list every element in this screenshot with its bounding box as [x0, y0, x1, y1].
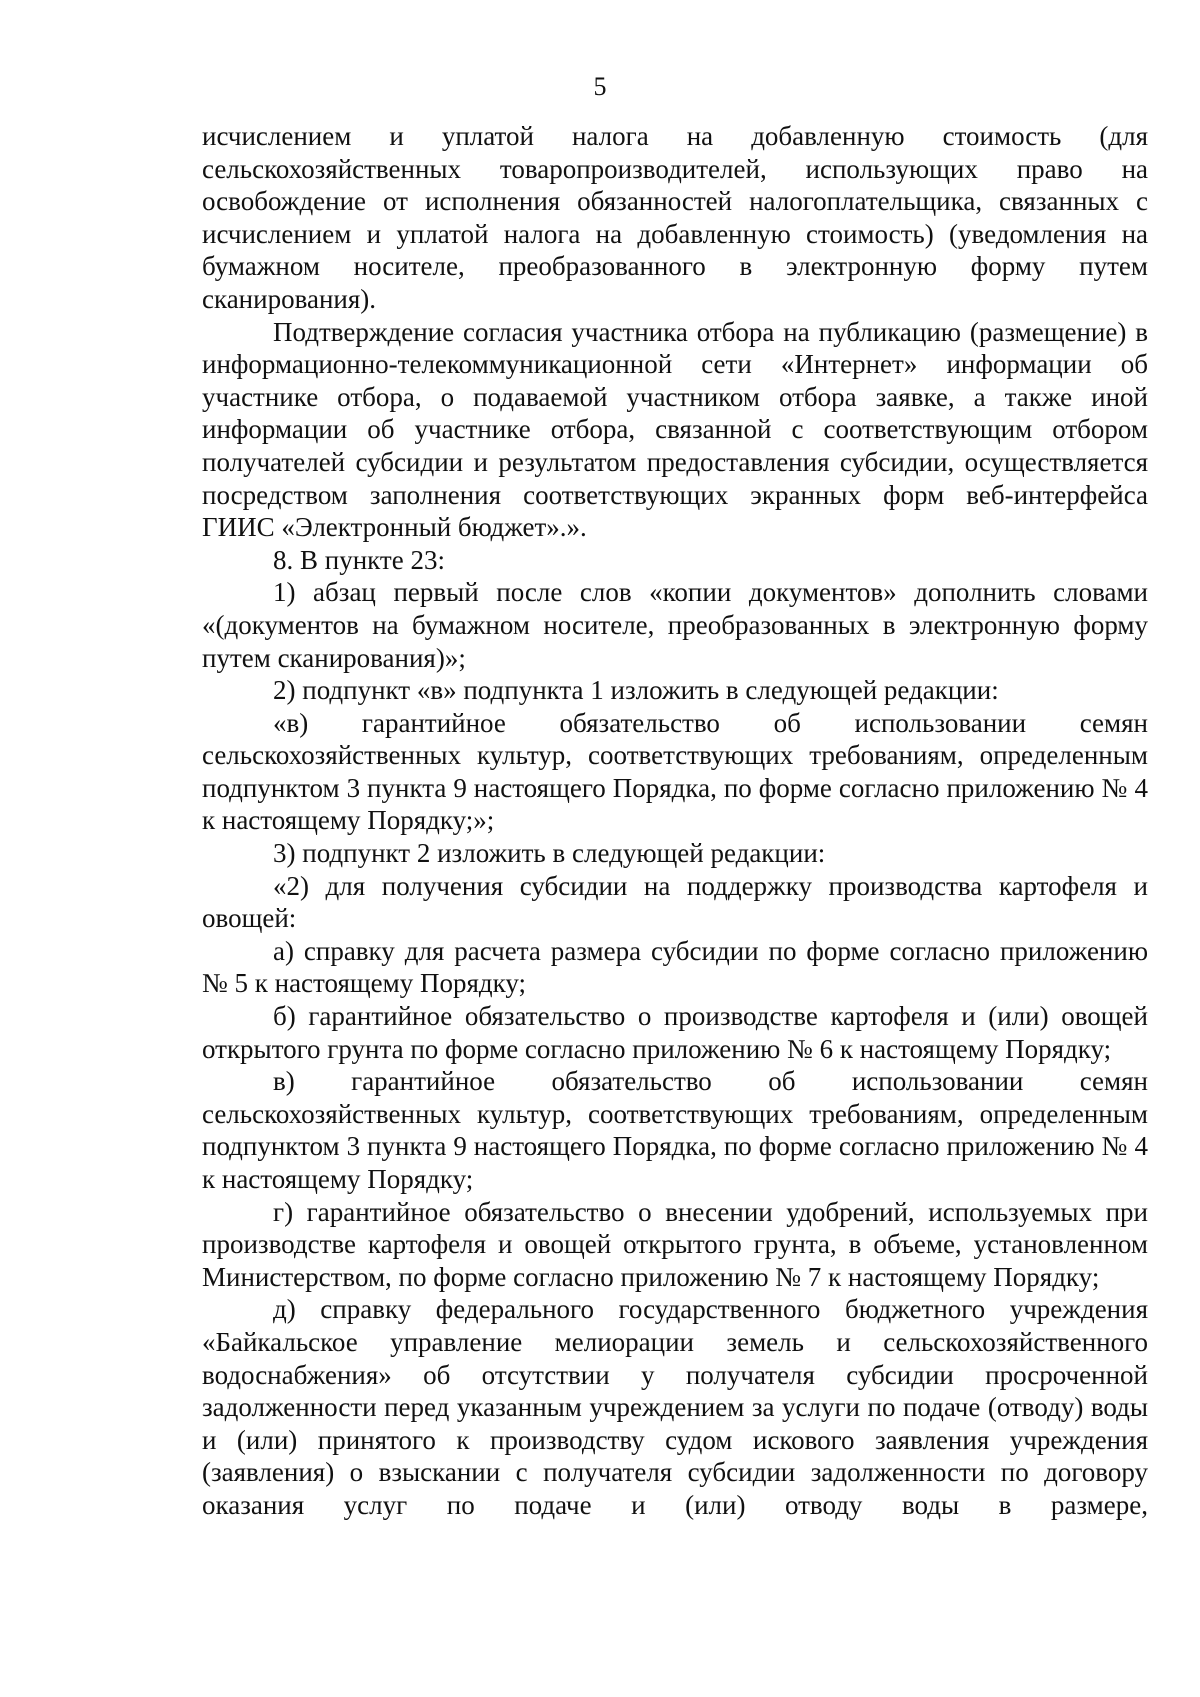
- page-number: 5: [593, 72, 607, 101]
- paragraph-subitem-2: 2) подпункт «в» подпункта 1 изложить в следующей редакции:: [273, 675, 999, 706]
- paragraph-item-8-heading: 8. В пункте 23:: [273, 544, 445, 575]
- paragraph-item-d: д) справку федерального государственного бюджетного учреждения «Байкальское управление мелиорации земель и сельскохозяйственного водоснабжения» об отсутствии у получателя субсидии просроченной задолженности перед указанным учреждением за услуги по подаче (отводу) воды и (или) принятого к производству судом искового заявления учреждения (заявления) о взыскании с получателя субсидии задолженности по договору оказания услуг по подаче и (или) отводу воды в размере,: [202, 1294, 1148, 1520]
- document-body: [202, 120, 1148, 1522]
- paragraph-subitem-v-quote: «в) гарантийное обязательство об использовании семян сельскохозяйственных культур, соответствующих требованиям, определенным подпунктом 3 пункта 9 настоящего Порядка, по форме согласно приложению № 4 к настоящему Порядку;»;: [202, 707, 1148, 836]
- paragraph-item-v: в) гарантийное обязательство об использовании семян сельскохозяйственных культур, соответствующих требованиям, определенным подпунктом 3 пункта 9 настоящего Порядка, по форме согласно приложению № 4 к настоящему Порядку;: [202, 1066, 1148, 1194]
- paragraph-vat-continuation: исчислением и уплатой налога на добавленную стоимость (для сельскохозяйственных товаропроизводителей, использующих право на освобождение от исполнения обязанностей налогоплательщика, связанных с исчислением и уплатой налога на добавленную стоимость) (уведомления на бумажном носителе, преобразованного в электронную форму путем сканирования).: [202, 121, 1148, 314]
- paragraph-publication-consent: Подтверждение согласия участника отбора на публикацию (размещение) в информационно-телекоммуникационной сети «Интернет» информации об участнике отбора, о подаваемой участником отбора заявке, а также иной информации об участнике отбора, связанной с соответствующим отбором получателей субсидии и результатом предоставления субсидии, осуществляется посредством заполнения соответствующих экранных форм веб-интерфейса ГИИС «Электронный бюджет».».: [202, 316, 1148, 543]
- paragraph-subitem-3: 3) подпункт 2 изложить в следующей редакции:: [273, 838, 826, 869]
- paragraph-item-b: б) гарантийное обязательство о производстве картофеля и (или) овощей открытого грунта по форме согласно приложению № 6 к настоящему Порядку;: [202, 1001, 1148, 1064]
- paragraph-subitem-1: 1) абзац первый после слов «копии документов» дополнить словами «(документов на бумажном носителе, преобразованных в электронную форму путем сканирования)»;: [202, 577, 1148, 673]
- paragraph-item-g: г) гарантийное обязательство о внесении удобрений, используемых при производстве картофеля и овощей открытого грунта, в объеме, установленном Министерством, по форме согласно приложению № 7 к настоящему Порядку;: [202, 1196, 1148, 1292]
- paragraph-item-a: а) справку для расчета размера субсидии по форме согласно приложению № 5 к настоящему Порядку;: [202, 935, 1148, 999]
- paragraph-subsidy-potatoes: «2) для получения субсидии на поддержку производства картофеля и овощей:: [202, 870, 1148, 934]
